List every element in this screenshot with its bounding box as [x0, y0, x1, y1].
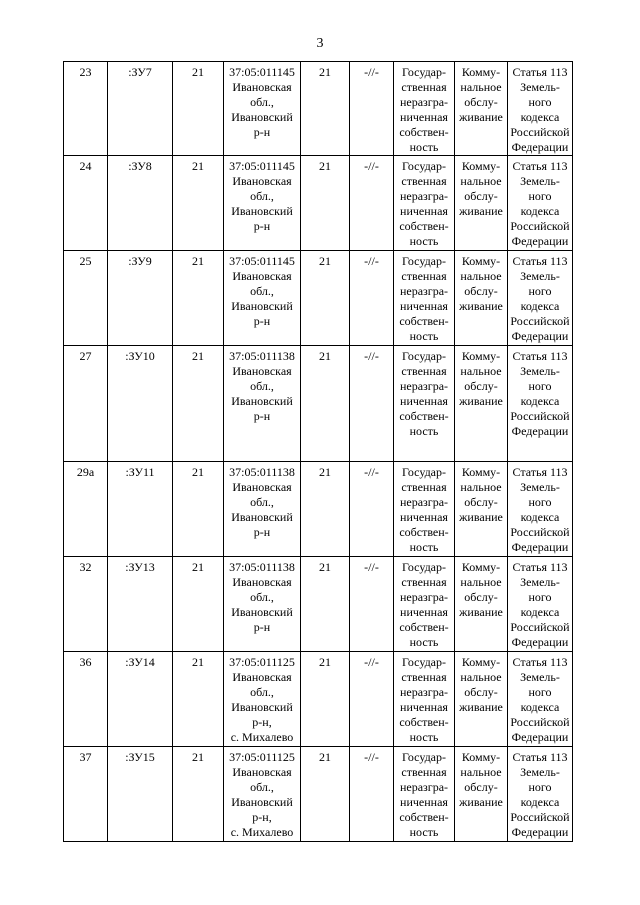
ditto-cell: -//- — [350, 557, 394, 652]
row-number-cell: 37 — [64, 747, 108, 842]
table-row — [64, 346, 573, 462]
row-number-cell: 32 — [64, 557, 108, 652]
area-cell: 21 — [301, 557, 350, 652]
row-number-cell: 27 — [64, 346, 108, 462]
plot-id-cell: :ЗУ8 — [108, 156, 173, 251]
area-cell: 21 — [301, 652, 350, 747]
area-cell: 21 — [301, 251, 350, 346]
permitted-use-cell: Комму- нальное обслу- живание — [455, 346, 508, 462]
table-row — [64, 462, 573, 557]
ownership-cell: Государ- ственная неразгра- ниченная собствен- ность — [394, 251, 455, 346]
ownership-cell: Государ- ственная неразгра- ниченная собствен- ность — [394, 652, 455, 747]
ditto-cell: -//- — [350, 62, 394, 156]
ditto-cell: -//- — [350, 652, 394, 747]
ownership-cell: Государ- ственная неразгра- ниченная собствен- ность — [394, 747, 455, 842]
permitted-use-cell: Комму- нальное обслу- живание — [455, 652, 508, 747]
permitted-use-cell: Комму- нальное обслу- живание — [455, 156, 508, 251]
km-cell: 21 — [173, 62, 224, 156]
plot-id-cell: :ЗУ7 — [108, 62, 173, 156]
table-row — [64, 557, 573, 652]
permitted-use-cell: Комму- нальное обслу- живание — [455, 462, 508, 557]
area-cell: 21 — [301, 747, 350, 842]
row-number-cell: 29а — [64, 462, 108, 557]
ownership-cell: Государ- ственная неразгра- ниченная собствен- ность — [394, 557, 455, 652]
cadastre-address-cell: 37:05:011125 Ивановская обл., Ивановский р-н, с. Михалево — [224, 652, 301, 747]
legal-basis-cell: Статья 113 Земель- ного кодекса Российской Федерации — [508, 156, 573, 251]
plot-id-cell: :ЗУ11 — [108, 462, 173, 557]
permitted-use-cell: Комму- нальное обслу- живание — [455, 62, 508, 156]
cadastre-address-cell: 37:05:011138 Ивановская обл., Ивановский р-н — [224, 557, 301, 652]
km-cell: 21 — [173, 346, 224, 462]
ditto-cell: -//- — [350, 156, 394, 251]
row-number-cell: 25 — [64, 251, 108, 346]
area-cell: 21 — [301, 156, 350, 251]
plot-id-cell: :ЗУ9 — [108, 251, 173, 346]
legal-basis-cell: Статья 113 Земель- ного кодекса Российской Федерации — [508, 652, 573, 747]
legal-basis-cell: Статья 113 Земель- ного кодекса Российской Федерации — [508, 346, 573, 462]
plot-id-cell: :ЗУ15 — [108, 747, 173, 842]
table-row — [64, 251, 573, 346]
land-plots-table — [63, 61, 573, 842]
permitted-use-cell: Комму- нальное обслу- живание — [455, 251, 508, 346]
legal-basis-cell: Статья 113 Земель- ного кодекса Российской Федерации — [508, 462, 573, 557]
legal-basis-cell: Статья 113 Земель- ного кодекса Российской Федерации — [508, 62, 573, 156]
legal-basis-cell: Статья 113 Земель- ного кодекса Российской Федерации — [508, 557, 573, 652]
area-cell: 21 — [301, 346, 350, 462]
cadastre-address-cell: 37:05:011145 Ивановская обл., Ивановский р-н — [224, 251, 301, 346]
table-row — [64, 652, 573, 747]
ditto-cell: -//- — [350, 747, 394, 842]
ownership-cell: Государ- ственная неразгра- ниченная собствен- ность — [394, 62, 455, 156]
page-number: 3 — [316, 36, 324, 51]
cadastre-address-cell: 37:05:011145 Ивановская обл., Ивановский р-н — [224, 62, 301, 156]
cadastre-address-cell: 37:05:011145 Ивановская обл., Ивановский р-н — [224, 156, 301, 251]
km-cell: 21 — [173, 251, 224, 346]
legal-basis-cell: Статья 113 Земель- ного кодекса Российской Федерации — [508, 747, 573, 842]
permitted-use-cell: Комму- нальное обслу- живание — [455, 557, 508, 652]
cadastre-address-cell: 37:05:011125 Ивановская обл., Ивановский р-н, с. Михалево — [224, 747, 301, 842]
km-cell: 21 — [173, 747, 224, 842]
km-cell: 21 — [173, 156, 224, 251]
km-cell: 21 — [173, 652, 224, 747]
row-number-cell: 24 — [64, 156, 108, 251]
plot-id-cell: :ЗУ13 — [108, 557, 173, 652]
plot-id-cell: :ЗУ10 — [108, 346, 173, 462]
row-number-cell: 23 — [64, 62, 108, 156]
legal-basis-cell: Статья 113 Земель- ного кодекса Российской Федерации — [508, 251, 573, 346]
ditto-cell: -//- — [350, 346, 394, 462]
ownership-cell: Государ- ственная неразгра- ниченная собствен- ность — [394, 462, 455, 557]
ditto-cell: -//- — [350, 462, 394, 557]
ditto-cell: -//- — [350, 251, 394, 346]
area-cell: 21 — [301, 462, 350, 557]
table-row — [64, 62, 573, 156]
cadastre-address-cell: 37:05:011138 Ивановская обл., Ивановский р-н — [224, 462, 301, 557]
table-row — [64, 156, 573, 251]
km-cell: 21 — [173, 557, 224, 652]
plot-id-cell: :ЗУ14 — [108, 652, 173, 747]
ownership-cell: Государ- ственная неразгра- ниченная собствен- ность — [394, 156, 455, 251]
row-number-cell: 36 — [64, 652, 108, 747]
ownership-cell: Государ- ственная неразгра- ниченная собствен- ность — [394, 346, 455, 462]
area-cell: 21 — [301, 62, 350, 156]
cadastre-address-cell: 37:05:011138 Ивановская обл., Ивановский р-н — [224, 346, 301, 462]
km-cell: 21 — [173, 462, 224, 557]
table-row — [64, 747, 573, 842]
permitted-use-cell: Комму- нальное обслу- живание — [455, 747, 508, 842]
